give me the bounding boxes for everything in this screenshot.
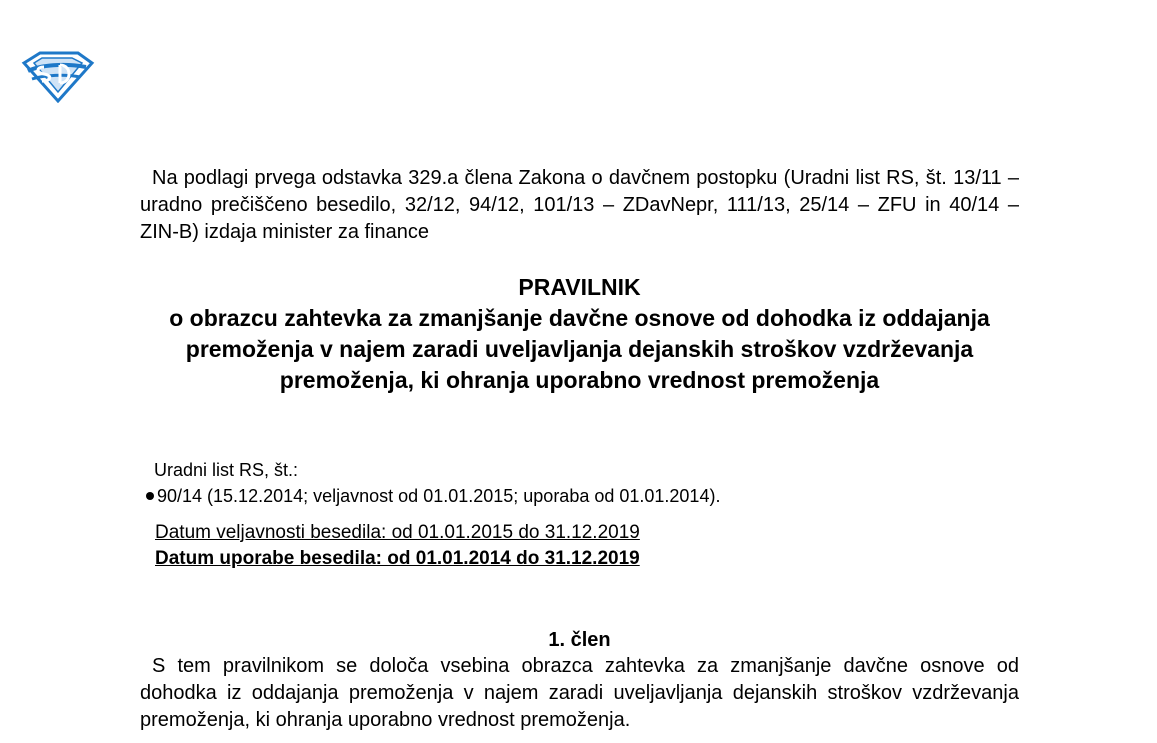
- application-date: Datum uporabe besedila: od 01.01.2014 do 31.12.2019: [155, 548, 640, 569]
- intro-paragraph: Na podlagi prvega odstavka 329.a člena Zakona o davčnem postopku (Uradni list RS, št. 13/11 – uradno prečiščeno besedilo, 32/12, 94/12, 101/13 – ZDavNepr, 111/13, 25/14 – ZFU in 40/14 – ZIN-B) izdaja minister za finance: [140, 167, 1019, 243]
- article-paragraph: S tem pravilnikom se določa vsebina obrazca zahtevka za zmanjšanje davčne osnove od dohodka iz oddajanja premoženja v najem zaradi uveljavljanja dejanskih stroškov vzdrževanja premoženja, ki ohranja uporabno vrednost premoženja.: [140, 655, 1019, 731]
- title-heading: PRAVILNIK: [518, 274, 641, 300]
- gazette-label: Uradni list RS, št.:: [154, 460, 299, 480]
- document-title: [140, 272, 1019, 396]
- sd-shield-logo-icon: [20, 49, 96, 103]
- validity-date: Datum veljavnosti besedila: od 01.01.2015 do 31.12.2019: [155, 522, 640, 543]
- text-dates: [155, 520, 640, 572]
- gazette-list-item: [146, 484, 720, 508]
- bullet-icon: [146, 492, 154, 500]
- title-subtitle: o obrazcu zahtevka za zmanjšanje davčne osnove od dohodka iz oddajanja premoženja v najem zaradi uveljavljanja dejanskih stroškov vzdrževanja premoženja, ki ohranja uporabno vrednost premoženja: [169, 305, 990, 393]
- article-heading: 1. člen: [548, 629, 611, 651]
- gazette-item-text: 90/14 (15.12.2014; veljavnost od 01.01.2015; uporaba od 01.01.2014).: [157, 486, 721, 506]
